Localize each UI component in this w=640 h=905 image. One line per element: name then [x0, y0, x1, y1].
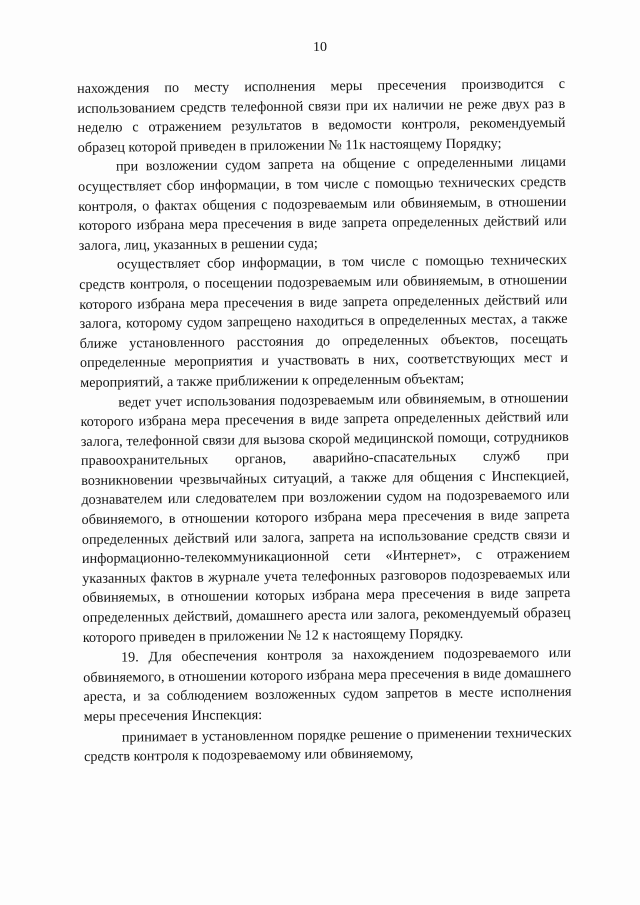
document-body — [77, 75, 572, 768]
paragraph-place-visits: осуществляет сбор информации, в том числе с помощью технических средств контроля, о посещении подозреваемым или обвиняемым, в отношении которого избрана мера пресечения в виде запрета определенных действий или залога, которому судом запрещено находиться в определенных местах, а также ближе установленного расстояния до определенных объектов, посещать определенные мероприятия и участвовать в них, соответствующих мест и мероприятий, а также приближении к определенным объектам; — [79, 252, 569, 391]
page-number: 10 — [313, 40, 327, 55]
paragraph-phone-usage-log: ведет учет использования подозреваемым или обвиняемым, в отношении которого избрана мера пресечения в виде запрета определенных действий или залога, телефонной связи для вызова скорой медицинской помощи, сотрудников правоохранительных органов, аварийно-спасательных служб при возникновении чрезвычайных ситуаций, а также для общения с Инспекцией, дознавателем или следователем при возложении судом на подозреваемого или обвиняемого, в отношении которого избрана мера пресечения в виде запрета определенных действий или залога, запрета на использование средств связи и информационно-телекоммуникационной сети «Интернет», с отражением указанных фактов в журнале учета телефонных разговоров подозреваемых или обвиняемых, в отношении которых избрана мера пресечения в виде запрета определенных действий, домашнего ареста или залога, рекомендуемый образец которого приведен в приложении № 12 к настоящему Порядку. — [80, 389, 571, 646]
paragraph-item-19: 19. Для обеспечения контроля за нахождением подозреваемого или обвиняемого, в отношении которого избрана мера пресечения в виде домашнего ареста, и за соблюдением возложенных судом запретов в месте исполнения меры пресечения Инспекция: — [83, 645, 572, 725]
paragraph-technical-means: принимает в установленном порядке решение о применении технических средств контроля к подозреваемому или обвиняемому, — [84, 724, 572, 766]
paragraph-continuation: нахождения по месту исполнения меры пресечения производится с использованием средств телефонной связи при их наличии не реже двух раз в неделю с отражением результатов в ведомости контроля, рекомендуемый образец которой приведен в приложении № 11к настоящему Порядку; — [77, 75, 566, 156]
paragraph-communication-ban: при возложении судом запрета на общение с определенными лицами осуществляет сбор информации, в том числе с помощью технических средств контроля, о фактах общения с подозреваемым или обвиняемым, в отношении которого избрана мера пресечения в виде запрета определенных действий или залога, лиц, указанных в решении суда; — [78, 154, 567, 254]
